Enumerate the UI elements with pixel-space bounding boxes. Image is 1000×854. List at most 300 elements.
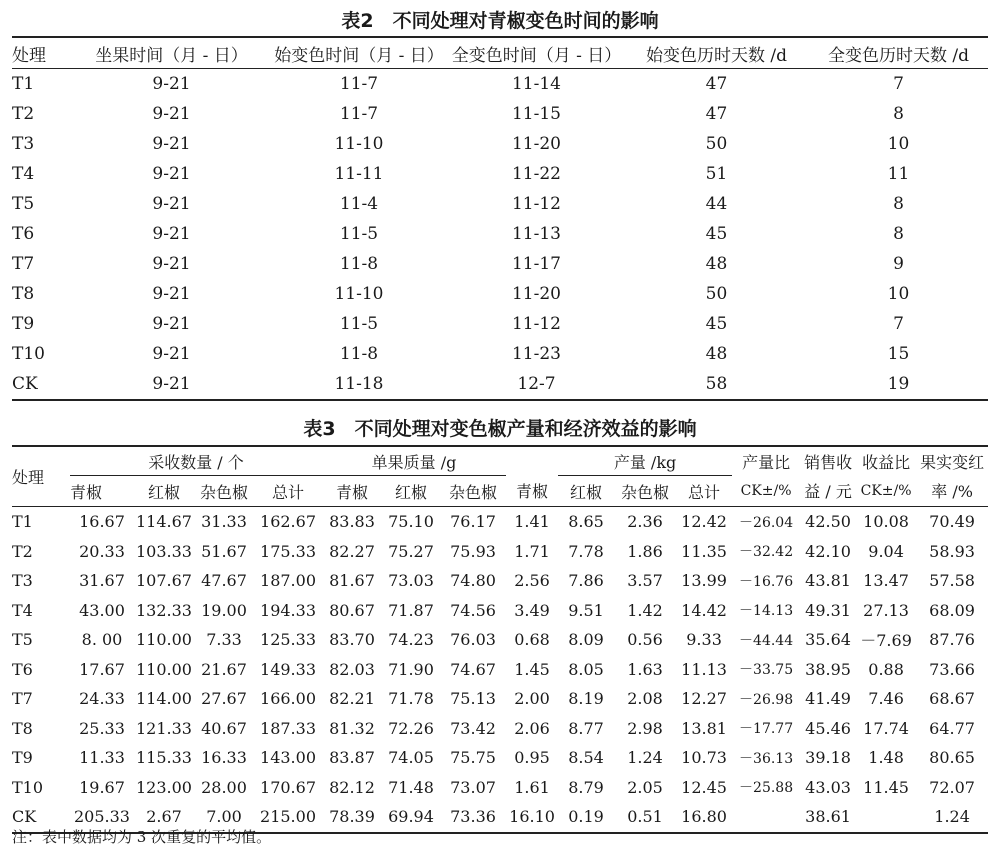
table3-cell: 215.00: [260, 807, 316, 827]
table3-title: 表3 不同处理对变色椒产量和经济效益的影响: [303, 418, 697, 440]
table3-cell: 82.21: [329, 689, 375, 709]
table3-cell: 17.74: [863, 718, 909, 738]
table3-cell: 8. 00: [81, 630, 123, 650]
table3-cell: 114.67: [136, 512, 192, 532]
table3-cell: 12.27: [681, 689, 727, 709]
table3-cell: 2.08: [627, 689, 663, 709]
table3-cell: T4: [12, 600, 33, 620]
table3-cell: T7: [12, 689, 33, 709]
table2-cell: 9-21: [152, 194, 191, 214]
table3-cell: 205.33: [74, 807, 130, 827]
table3-cell: 74.56: [450, 600, 496, 620]
table3-cell: 103.33: [136, 541, 192, 561]
table3-cell: 0.95: [514, 748, 550, 768]
table2-cell: 9-21: [152, 254, 191, 274]
table3-cell: 166.00: [260, 689, 316, 709]
table3-cell: 47.67: [201, 571, 247, 591]
table3-subheader-cell: 红椒: [147, 482, 180, 502]
table3-cell: 80.65: [929, 748, 975, 768]
table2-cell: T6: [12, 224, 35, 244]
table3-row: [12, 537, 988, 567]
table3-subheader-cell: 青椒: [336, 482, 369, 502]
table3-cell: 13.99: [681, 571, 727, 591]
table2-cell: 50: [705, 134, 728, 154]
table3-cell: 73.03: [388, 571, 434, 591]
table3-cell: 8.54: [568, 748, 604, 768]
table2-cell: 8: [893, 194, 904, 214]
table2-cell: 11-8: [339, 254, 379, 274]
table2-cell: 9-21: [152, 164, 191, 184]
table3-header-red-rate-b: 率 /%: [931, 482, 973, 502]
table2-header-cell: 处理: [12, 45, 46, 66]
table2-cell: 11-12: [511, 194, 561, 214]
table3-cell: 83.83: [329, 512, 375, 532]
table3-cell: 17.67: [79, 659, 125, 679]
table3-cell: －25.88: [739, 780, 794, 797]
table2-cell: 11-20: [511, 134, 561, 154]
table2-row: [12, 189, 988, 219]
table3-cell: 71.90: [388, 659, 434, 679]
table3-cell: 81.67: [329, 571, 375, 591]
table3-cell: 0.88: [868, 659, 904, 679]
table3-header-income-b: 益 / 元: [804, 482, 852, 502]
table3-cell: 10.08: [863, 512, 909, 532]
table2-cell: T7: [12, 254, 35, 274]
table2-row: [12, 369, 988, 400]
table2-cell: T2: [12, 104, 35, 124]
table3-cell: 1.71: [514, 541, 550, 561]
table2-cell: 11-7: [339, 104, 379, 124]
table2-cell: 9-21: [152, 344, 191, 364]
table3-cell: 149.33: [260, 659, 316, 679]
table3-cell: 43.81: [805, 571, 851, 591]
table3-cell: 9.04: [868, 541, 904, 561]
table3-cell: 69.94: [388, 807, 434, 827]
table3-cell: 82.03: [329, 659, 375, 679]
table3-cell: 110.00: [136, 630, 192, 650]
table3-cell: 75.27: [388, 541, 434, 561]
table3-cell: 19.67: [79, 777, 125, 797]
table3-cell: 2.56: [514, 571, 550, 591]
table3-cell: 8.09: [568, 630, 604, 650]
table3-cell: －16.76: [739, 573, 794, 590]
table-note: 注：表中数据均为 3 次重复的平均值。: [12, 828, 272, 846]
table3-cell: 71.87: [388, 600, 434, 620]
table3-cell: T5: [12, 630, 33, 650]
table3-cell: －33.75: [739, 662, 794, 679]
table2-cell: T3: [12, 134, 35, 154]
table3-cell: [856, 802, 916, 833]
table3-row: [12, 566, 988, 596]
table2-row: [12, 219, 988, 249]
table2-cell: 45: [705, 224, 728, 244]
table3-cell: 7.46: [868, 689, 904, 709]
table2-cell: 9-21: [152, 374, 191, 394]
table3-header-income-a: 销售收: [804, 452, 853, 472]
table2-cell: 58: [705, 374, 728, 394]
table3-cell: 45.46: [805, 718, 851, 738]
table3-cell: T9: [12, 748, 33, 768]
table3-cell: 1.41: [514, 512, 550, 532]
table3-cell: 42.50: [805, 512, 851, 532]
table3-header-yield-ratio-b: CK±/%: [740, 482, 792, 499]
table3-cell: 70.49: [929, 512, 975, 532]
table3-cell: 40.67: [201, 718, 247, 738]
table2-cell: 9-21: [152, 284, 191, 304]
table3-cell: 3.49: [514, 600, 550, 620]
table2-cell: T9: [12, 314, 35, 334]
table3-cell: 21.67: [201, 659, 247, 679]
table3-subheader-cell: 青椒: [70, 482, 103, 502]
table3-cell: 16.67: [79, 512, 125, 532]
table3-cell: 82.12: [329, 777, 375, 797]
table3-cell: 7.86: [568, 571, 604, 591]
table3-cell: 8.65: [568, 512, 604, 532]
table3-cell: 24.33: [79, 689, 125, 709]
table3-cell: 20.33: [79, 541, 125, 561]
table3-cell: 11.13: [681, 659, 727, 679]
table3-cell: 73.36: [450, 807, 496, 827]
table3-cell: 162.67: [260, 512, 316, 532]
table2-cell: 7: [893, 314, 904, 334]
table3-cell: 31.67: [79, 571, 125, 591]
table3-cell: T10: [12, 777, 44, 797]
table3-cell: 7.78: [568, 541, 604, 561]
table3-cell: －26.98: [739, 691, 794, 708]
table3-cell: 16.33: [201, 748, 247, 768]
table3-cell: 64.77: [929, 718, 975, 738]
table3-row: [12, 743, 988, 773]
table3-cell: 7.33: [206, 630, 242, 650]
table3-cell: 68.09: [929, 600, 975, 620]
table3-cell: 58.93: [929, 541, 975, 561]
table3-cell: 76.17: [450, 512, 496, 532]
table2-cell: T8: [12, 284, 35, 304]
table3-cell: 2.36: [627, 512, 663, 532]
table2-cell: 10: [887, 134, 910, 154]
table2-cell: 11-23: [511, 344, 561, 364]
table3-cell: 38.95: [805, 659, 851, 679]
table2-cell: 11-4: [339, 194, 379, 214]
table3-cell: 1.24: [934, 807, 970, 827]
table3-cell: 107.67: [136, 571, 192, 591]
table3-cell: 125.33: [260, 630, 316, 650]
table3-cell: 11.33: [79, 748, 125, 768]
table2-cell: T1: [12, 74, 35, 94]
table3-cell: 1.86: [627, 541, 663, 561]
table3-cell: 39.18: [805, 748, 851, 768]
table3-cell: 7.00: [206, 807, 242, 827]
table3-row: [12, 684, 988, 714]
table3-cell: 72.26: [388, 718, 434, 738]
table3-cell: －36.13: [739, 750, 794, 767]
table3-cell: 73.07: [450, 777, 496, 797]
table2-header-cell: 始变色时间（月 - 日）: [274, 45, 444, 66]
table3-cell: 51.67: [201, 541, 247, 561]
table2-cell: 11: [887, 164, 910, 184]
table3-cell: CK: [12, 807, 37, 827]
table3-group-count: 采收数量 / 个: [70, 446, 322, 476]
table3-subheader-cell: 总计: [688, 482, 721, 502]
table2-row: [12, 99, 988, 129]
table3-cell: 8.77: [568, 718, 604, 738]
table3-cell: 11.35: [681, 541, 727, 561]
table2-cell: 11-5: [339, 314, 379, 334]
table3-cell: 81.32: [329, 718, 375, 738]
table3-header-red-rate-a: 果实变红: [920, 452, 985, 472]
table3-cell: 25.33: [79, 718, 125, 738]
table3-cell: 68.67: [929, 689, 975, 709]
table2-cell: 7: [893, 74, 904, 94]
table3-cell: 31.33: [201, 512, 247, 532]
table3-cell: 75.93: [450, 541, 496, 561]
table2-cell: 11-14: [511, 74, 561, 94]
table2-cell: 19: [887, 374, 910, 394]
table3-cell: 132.33: [136, 600, 192, 620]
table3-cell: 43.03: [805, 777, 851, 797]
table3-subheader-cell: 杂色椒: [449, 482, 498, 502]
table2-cell: 11-11: [334, 164, 384, 184]
table3-cell: 194.33: [260, 600, 316, 620]
table3-cell: 115.33: [136, 748, 192, 768]
table2-row: [12, 249, 988, 279]
table3-cell: 2.05: [627, 777, 663, 797]
table2-cell: 11-15: [511, 104, 561, 124]
table3-cell: －44.44: [739, 632, 794, 649]
table3-cell: 143.00: [260, 748, 316, 768]
table3-subheader-cell: 青椒: [516, 482, 549, 502]
table2-header-cell: 坐果时间（月 - 日）: [95, 45, 248, 66]
table3-header-yield-ratio-a: 产量比: [742, 452, 791, 472]
table3-row: [12, 655, 988, 685]
table2-cell: 11-7: [339, 74, 379, 94]
table2-cell: 9-21: [152, 104, 191, 124]
table3-group-yield: 产量 /kg: [558, 446, 732, 476]
table2-cell: 48: [705, 254, 728, 274]
table2-cell: 11-13: [511, 224, 561, 244]
table3-cell: 13.81: [681, 718, 727, 738]
table3-cell: －26.04: [739, 514, 794, 531]
table2-cell: 10: [887, 284, 910, 304]
table3-row: [12, 714, 988, 744]
table2-cell: 8: [893, 224, 904, 244]
table3-subheader-cell: 红椒: [570, 482, 603, 502]
table3-cell: 0.56: [627, 630, 663, 650]
table3-cell: 1.24: [627, 748, 663, 768]
table2-cell: 11-10: [334, 134, 384, 154]
table3-cell: 41.49: [805, 689, 851, 709]
table2-cell: 50: [705, 284, 728, 304]
table3-cell: 1.61: [514, 777, 550, 797]
table3-header-income-ratio-b: CK±/%: [860, 482, 912, 499]
table3-cell: 42.10: [805, 541, 851, 561]
table3-cell: 12.42: [681, 512, 727, 532]
table3-header-treatment: 处理: [12, 446, 70, 507]
table3-cell: 74.80: [450, 571, 496, 591]
table3-cell: 19.00: [201, 600, 247, 620]
table3-cell: 187.33: [260, 718, 316, 738]
table3: [12, 445, 988, 834]
table3-cell: 2.00: [514, 689, 550, 709]
table3-cell: 2.67: [146, 807, 182, 827]
table3-subheader-cell: 杂色椒: [199, 482, 248, 502]
table3-cell: 11.45: [863, 777, 909, 797]
table2-cell: 48: [705, 344, 728, 364]
table2-cell: 8: [893, 104, 904, 124]
table3-cell: 9.51: [568, 600, 604, 620]
table3-cell: 8.05: [568, 659, 604, 679]
table2-row: [12, 129, 988, 159]
table3-cell: 2.98: [627, 718, 663, 738]
table3-cell: 75.75: [450, 748, 496, 768]
table3-cell: 1.48: [868, 748, 904, 768]
table3-header-row-2: [12, 476, 988, 507]
table3-row: [12, 773, 988, 803]
table2-cell: 15: [887, 344, 910, 364]
table3-cell: T1: [12, 512, 33, 532]
table3-row: [12, 596, 988, 626]
table2-cell: 47: [705, 104, 728, 124]
table3-cell: 114.00: [136, 689, 192, 709]
table3-cell: 10.73: [681, 748, 727, 768]
table2-cell: 9-21: [152, 224, 191, 244]
table2-cell: 11-22: [511, 164, 561, 184]
table3-subheader-cell: 红椒: [395, 482, 428, 502]
table3-cell: 71.48: [388, 777, 434, 797]
table2-cell: 44: [705, 194, 728, 214]
table3-cell: 0.68: [514, 630, 550, 650]
table3-cell: 83.70: [329, 630, 375, 650]
table2-cell: 47: [705, 74, 728, 94]
table3-cell: 35.64: [805, 630, 851, 650]
table2-cell: 9-21: [152, 74, 191, 94]
table3-cell: 3.57: [627, 571, 663, 591]
table2-row: [12, 279, 988, 309]
table2-cell: 11-5: [339, 224, 379, 244]
table2-cell: 11-17: [511, 254, 561, 274]
table2-cell: T5: [12, 194, 35, 214]
table3-cell: T8: [12, 718, 33, 738]
table3-cell: 123.00: [136, 777, 192, 797]
table3-cell: 9.33: [686, 630, 722, 650]
table3-cell: 73.66: [929, 659, 975, 679]
table3-cell: 2.06: [514, 718, 550, 738]
table3-cell: 8.19: [568, 689, 604, 709]
table2-header-cell: 始变色历时天数 /d: [645, 45, 787, 66]
table3-row: [12, 507, 988, 537]
table2-cell: 12-7: [517, 374, 556, 394]
table3-header-income-ratio-a: 收益比: [862, 452, 911, 472]
table3-cell: 1.63: [627, 659, 663, 679]
table2-cell: 9: [893, 254, 904, 274]
table2-row: [12, 339, 988, 369]
table3-cell: 72.07: [929, 777, 975, 797]
table3-cell: 0.51: [627, 807, 663, 827]
table3-subheader-cell: 杂色椒: [621, 482, 670, 502]
table2-cell: 51: [705, 164, 728, 184]
table3-cell: 74.05: [388, 748, 434, 768]
table3-cell: 12.45: [681, 777, 727, 797]
table2-row: [12, 309, 988, 339]
table3-subheader-cell: 总计: [272, 482, 305, 502]
table3-cell: 8.79: [568, 777, 604, 797]
table2-row: [12, 159, 988, 189]
table2-title: 表2 不同处理对青椒变色时间的影响: [341, 10, 659, 32]
table3-header-row-1: [12, 446, 988, 476]
table3-cell: 83.87: [329, 748, 375, 768]
table2-header-cell: 全变色历时天数 /d: [827, 45, 969, 66]
table3-cell: 74.67: [450, 659, 496, 679]
table2-cell: 11-20: [511, 284, 561, 304]
table3-cell: 87.76: [929, 630, 975, 650]
table3-cell: 38.61: [805, 807, 851, 827]
table3-cell: 75.13: [450, 689, 496, 709]
table2-cell: 11-18: [334, 374, 384, 394]
table3-cell: 13.47: [863, 571, 909, 591]
table3-cell: 74.23: [388, 630, 434, 650]
table3-cell: 73.42: [450, 718, 496, 738]
table3-cell: 1.42: [627, 600, 663, 620]
table3-cell: 80.67: [329, 600, 375, 620]
table3-group-weight: 单果质量 /g: [322, 446, 506, 476]
table3-row: [12, 625, 988, 655]
table3-cell: 27.13: [863, 600, 909, 620]
table2-cell: 45: [705, 314, 728, 334]
table3-cell: 16.10: [509, 807, 555, 827]
table2-cell: 11-8: [339, 344, 379, 364]
table3-cell: 71.78: [388, 689, 434, 709]
table3-cell: 16.80: [681, 807, 727, 827]
table3-cell: 28.00: [201, 777, 247, 797]
table2-cell: T10: [12, 344, 45, 364]
table2-cell: CK: [12, 374, 38, 394]
table3-cell: －32.42: [739, 544, 794, 561]
table3-cell: 121.33: [136, 718, 192, 738]
table3-cell: 170.67: [260, 777, 316, 797]
table3-cell: 187.00: [260, 571, 316, 591]
table3-cell: 49.31: [805, 600, 851, 620]
table2-header-row: [12, 37, 988, 69]
table3-cell: T2: [12, 541, 33, 561]
table3-cell: 175.33: [260, 541, 316, 561]
table3-cell: 110.00: [136, 659, 192, 679]
table3-cell: 75.10: [388, 512, 434, 532]
table2-header-cell: 全变色时间（月 - 日）: [451, 45, 622, 66]
table2-cell: 11-10: [334, 284, 384, 304]
table2-cell: 9-21: [152, 314, 191, 334]
table3-cell: 78.39: [329, 807, 375, 827]
table3-cell: 76.03: [450, 630, 496, 650]
table3-cell: 1.45: [514, 659, 550, 679]
table2: [12, 36, 988, 401]
table3-cell: 57.58: [929, 571, 975, 591]
table3-cell: 43.00: [79, 600, 125, 620]
table2-row: [12, 69, 988, 100]
table3-cell: T6: [12, 659, 33, 679]
table3-cell: 82.27: [329, 541, 375, 561]
table3-cell: －17.77: [739, 721, 794, 738]
table3-cell: －14.13: [739, 603, 794, 620]
table2-cell: 11-12: [511, 314, 561, 334]
table2-cell: 9-21: [152, 134, 191, 154]
table3-cell: [732, 802, 800, 833]
table3-cell: －7.69: [860, 631, 912, 651]
table3-cell: 27.67: [201, 689, 247, 709]
table3-cell: T3: [12, 571, 33, 591]
table3-cell: 0.19: [568, 807, 604, 827]
table3-cell: 14.42: [681, 600, 727, 620]
table2-cell: T4: [12, 164, 35, 184]
